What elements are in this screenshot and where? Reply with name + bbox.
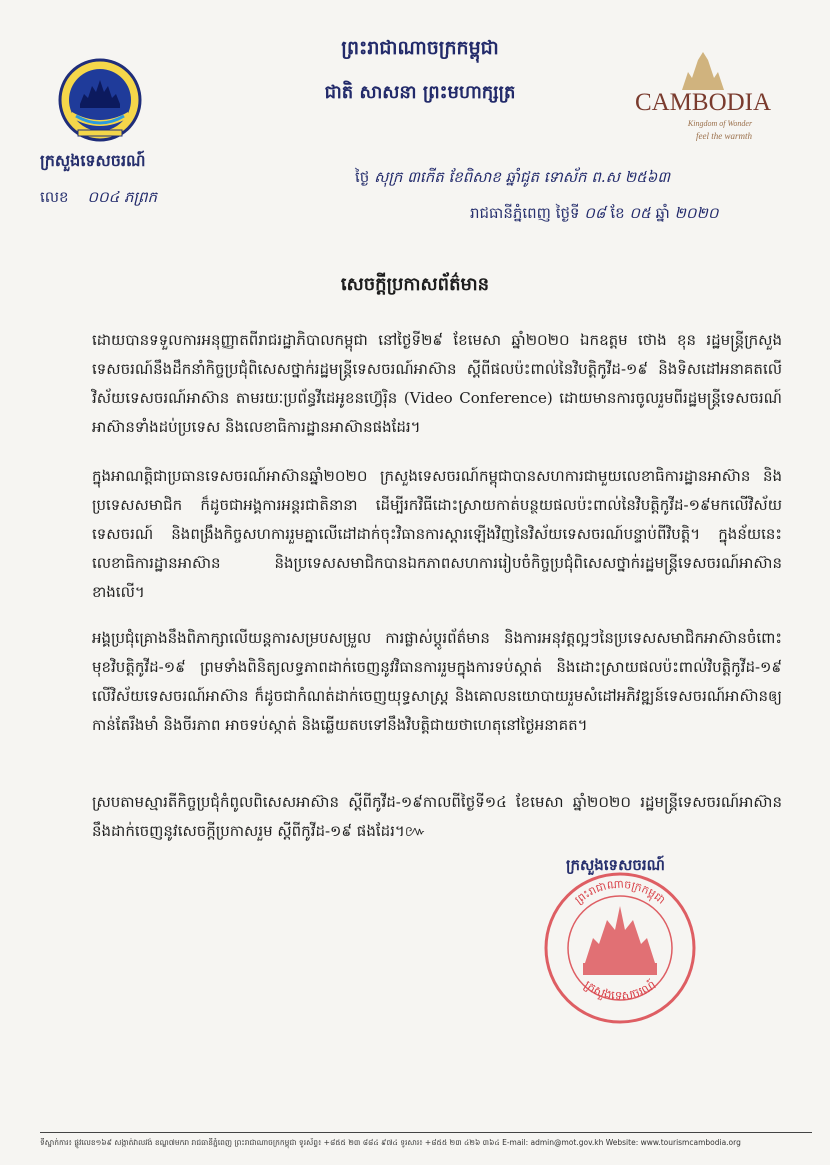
paragraph-2: ក្នុងអាណត្តិជាប្រធានទេសចរណ៍អាស៊ានឆ្នាំ២០២០ ក្រសួងទេសចរណ៍កម្ពុជាបានសហការជាមួយលេខាធិការដ្ឋានអាស៊ាន និងប្រទេសសមាជិក ក៏ដូចជាអង្គការអន្តរជាតិនានា ដើម្បីរកវិធីដោះស្រាយកាត់បន្ថយផលប៉ះពាល់នៃវិបត្តិកូវីដ-១៩មកលើវិស័យទេសចរណ៍ និងពង្រឹងកិច្ចសហការរួមគ្នាលើដៅដាក់ចុះវិធានការស្តារឡើងវិញនៃវិស័យទេសចរណ៍បន្ទាប់ពីវិបត្តិ។ ក្នុងន័យនេះ លេខាធិការដ្ឋានអាស៊ាន និងប្រទេសសមាជិកបានឯកភាពសហការរៀបចំកិច្ចប្រជុំពិសេសថ្នាក់រដ្ឋមន្ត្រីទេសចរណ៍អាស៊ាន ខាងលើ។ — [92, 467, 782, 601]
lunar-date-value: សុក្រ ៣កើត ខែពិសាខ ឆ្នាំជូត ទោស័ក ព.ស ២៥៦៣ — [374, 168, 671, 186]
kingdom-heading: ព្រះរាជាណាចក្រកម្ពុជា — [341, 37, 499, 59]
brand-tagline-1: Kingdom of Wonder — [687, 119, 753, 128]
solar-year: ២០២០ — [674, 204, 719, 222]
cambodia-brand-logo — [612, 48, 794, 148]
solar-month: ០៥ — [629, 204, 651, 222]
footer-contact: ទីស្នាក់ការ៖ ផ្លូវលេខ១៦៩ សង្កាត់វាលវង់ ខណ្ឌ៧មករា រាជធានីភ្នំពេញ ព្រះរាជាណាចក្រកម្ពុជា ទូរស័ព្ទ៖ +៨៥៥ ២៣ ៨៨៤ ៩៧៤ ទូរសារ៖ +៨៥៥ ២៣ ៤២៦ ៣៦៤ E-mail: admin@mot.gov.kh Website: www.tourismcambodia.org — [40, 1138, 741, 1147]
solar-date-prefix: រាជធានីភ្នំពេញ ថ្ងៃទី — [470, 204, 580, 222]
reference-value: ០០៤ ភព្រក — [87, 188, 158, 206]
official-seal — [535, 868, 705, 1028]
paragraph-4: ស្របតាមស្មារតីកិច្ចប្រជុំកំពូលពិសេសអាស៊ាន ស្តីពីកូវីដ-១៩កាលពីថ្ងៃទី១៤ ខែមេសា ឆ្នាំ២០២០ រដ្ឋមន្ត្រីទេសចរណ៍អាស៊ាននឹងដាក់ចេញនូវសេចក្តីប្រកាសរួម ស្តីពីកូវីដ-១៩ ផងដែរ។៚ — [92, 793, 782, 840]
ministry-name: ក្រសួងទេសចរណ៍ — [40, 151, 146, 170]
lunar-date-prefix: ថ្ងៃ — [355, 168, 370, 186]
solar-date — [470, 204, 718, 226]
solar-day: ០៨ — [584, 204, 606, 222]
paragraph-3: អង្គប្រជុំគ្រោងនឹងពិភាក្សាលើយន្តការសម្របសម្រួល ការផ្លាស់ប្តូរព័ត៌មាន និងការអនុវត្តល្អៗនៃប្រទេសសមាជិកអាស៊ានចំពោះមុខវិបត្តិកូវីដ-១៩ ព្រមទាំងពិនិត្យលទ្ធភាពដាក់ចេញនូវវិធានការរួមក្នុងការទប់ស្កាត់ និងដោះស្រាយផលប៉ះពាល់វិបត្តិកូវីដ-១៩ លើវិស័យទេសចរណ៍អាស៊ាន ក៏ដូចជាកំណត់ដាក់ចេញយុទ្ធសាស្ត្រ និងគោលនយោបាយរួមសំដៅអភិវឌ្ឍន៍ទេសចរណ៍អាស៊ានឲ្យកាន់តែរឹងមាំ និងចីរភាព អាចទប់ស្កាត់ និងឆ្លើយតបទៅនឹងវិបត្តិជាយថាហេតុនៅថ្ងៃអនាគត។ — [92, 629, 782, 734]
paragraph-1: ដោយបានទទួលការអនុញ្ញាតពីរាជរដ្ឋាភិបាលកម្ពុជា នៅថ្ងៃទី២៩ ខែមេសា ឆ្នាំ២០២០ ឯកឧត្តម ថោង ខុន រដ្ឋមន្ត្រីក្រសួងទេសចរណ៍នឹងដឹកនាំកិច្ចប្រជុំពិសេសថ្នាក់រដ្ឋមន្ត្រីទេសចរណ៍អាស៊ាន ស្តីពីផលប៉ះពាល់នៃវិបត្តិកូវីដ-១៩ និងទិសដៅអនាគតលើវិស័យទេសចរណ៍អាស៊ាន តាមរយៈប្រព័ន្ធវីដេអូខនហ្វ៊េរ៉ិន (Video Conference) ដោយមានការចូលរួមពីរដ្ឋមន្ត្រីទេសចរណ៍អាស៊ានទាំងដប់ប្រទេស និងលេខាធិការដ្ឋានអាស៊ានផងដែរ។ — [92, 331, 782, 436]
seal-text-top: ព្រះរាជាណាចក្រកម្ពុជា — [572, 877, 668, 907]
seal-text-bottom: ក្រសួងទេសចរណ៍ — [581, 977, 659, 1003]
solar-year-label: ឆ្នាំ — [655, 204, 670, 222]
signature-label: ក្រសួងទេសចរណ៍ — [566, 856, 665, 874]
svg-text:ក្រសួងទេសចរណ៍ — [582, 977, 659, 1003]
reference-number — [40, 188, 157, 210]
solar-month-label: ខែ — [610, 204, 625, 222]
brand-name: CAMBODIA — [634, 89, 772, 116]
reference-label: លេខ — [40, 188, 69, 206]
document-title: សេចក្តីប្រកាសព័ត៌មាន — [340, 274, 490, 295]
footer-divider — [40, 1132, 812, 1133]
lunar-date — [355, 168, 670, 190]
national-motto: ជាតិ សាសនា ព្រះមហាក្សត្រ — [324, 82, 516, 103]
ministry-logo — [58, 58, 142, 142]
brand-tagline-2: feel the warmth — [696, 131, 752, 141]
